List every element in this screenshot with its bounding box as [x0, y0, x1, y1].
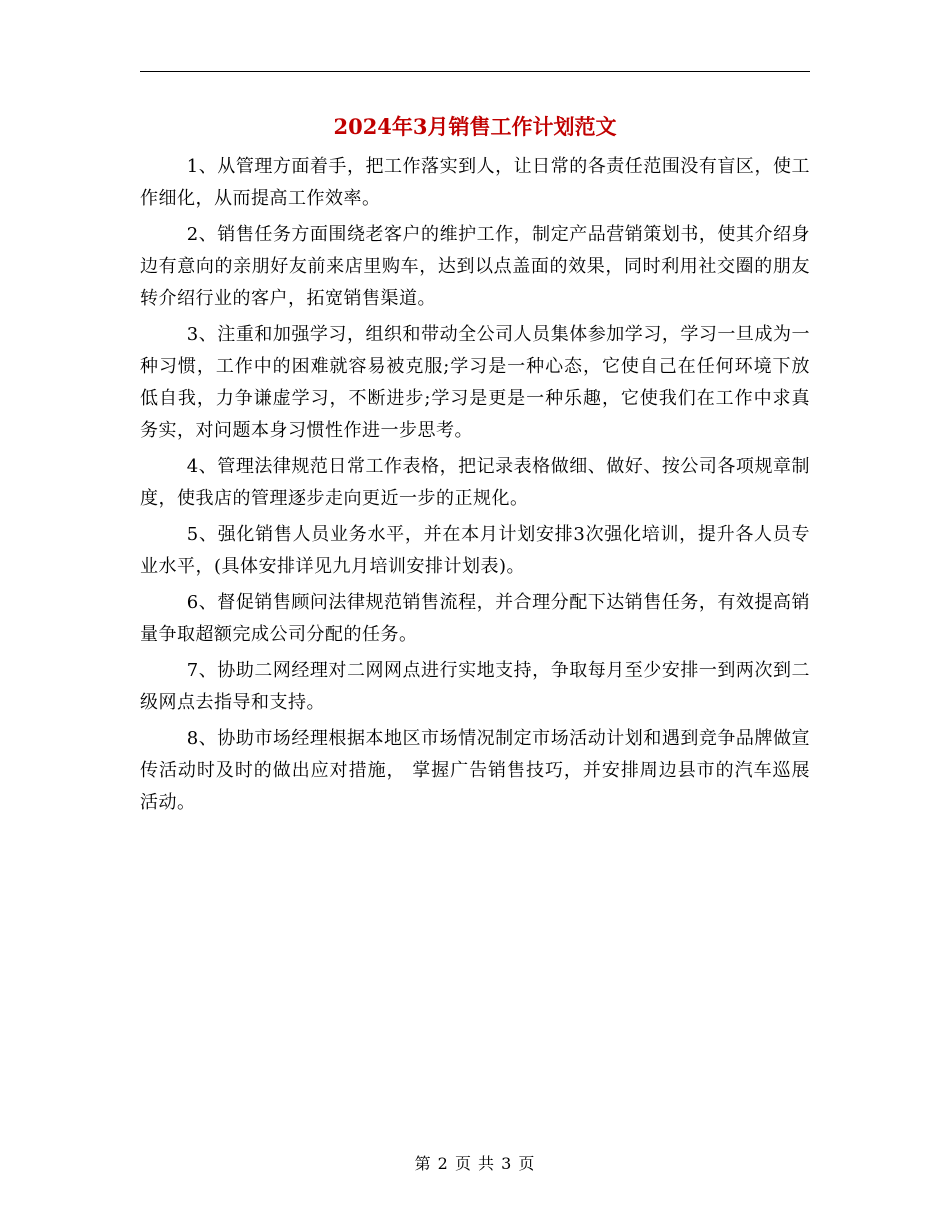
header-rule: [140, 71, 810, 72]
paragraph-5: 5、强化销售人员业务水平，并在本月计划安排3次强化培训，提升各人员专业水平，(具体安排详见九月培训安排计划表)。: [140, 524, 810, 577]
document-title: 2024年3月销售工作计划范文: [333, 114, 617, 139]
page-number-footer: 第 2 页 共 3 页: [414, 1154, 536, 1173]
document-body: [140, 151, 810, 823]
paragraph-2: 2、销售任务方面围绕老客户的维护工作，制定产品营销策划书，使其介绍身边有意向的亲朋好友前来店里购车，达到以点盖面的效果，同时利用社交圈的朋友转介绍行业的客户，拓宽销售渠道。: [140, 224, 810, 309]
paragraph-1: 1、从管理方面着手，把工作落实到人，让日常的各责任范围没有盲区，使工作细化，从而提高工作效率。: [140, 156, 810, 209]
paragraph-4: 4、管理法律规范日常工作表格，把记录表格做细、做好、按公司各项规章制度，使我店的管理逐步走向更近一步的正规化。: [140, 456, 810, 509]
paragraph-6: 6、督促销售顾问法律规范销售流程，并合理分配下达销售任务，有效提高销量争取超额完成公司分配的任务。: [140, 592, 810, 645]
paragraph-3: 3、注重和加强学习，组织和带动全公司人员集体参加学习，学习一旦成为一种习惯，工作中的困难就容易被克服;学习是一种心态，它使自己在任何环境下放低自我，力争谦虚学习，不断进步;学习是更是一种乐趣，它使我们在工作中求真务实，对问题本身习惯性作进一步思考。: [140, 324, 810, 441]
paragraph-8: 8、协助市场经理根据本地区市场情况制定市场活动计划和遇到竞争品牌做宣传活动时及时的做出应对措施， 掌握广告销售技巧，并安排周边县市的汽车巡展活动。: [140, 728, 810, 813]
paragraph-7: 7、协助二网经理对二网网点进行实地支持，争取每月至少安排一到两次到二级网点去指导和支持。: [140, 660, 810, 713]
